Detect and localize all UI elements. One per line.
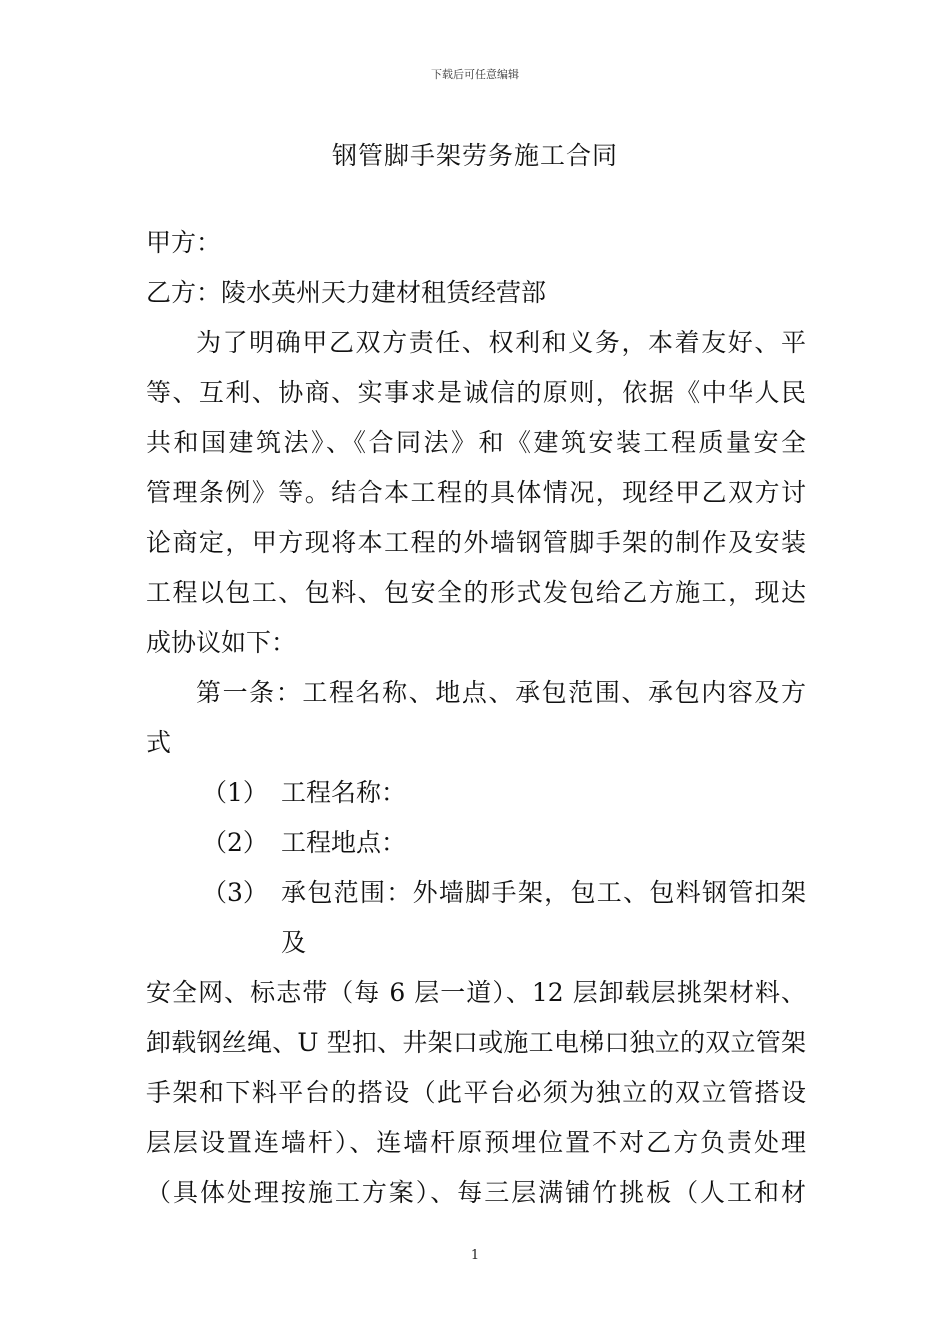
list-item [146, 818, 806, 868]
article-heading: 式 [146, 728, 172, 757]
list-item [146, 768, 806, 818]
intro-line: 工程以包工、包料、包安全的形式发包给乙方施工，现达 [146, 578, 806, 607]
intro-line: 共和国建筑法》、《合同法》和《建筑安装工程质量安全 [146, 428, 806, 457]
intro-line: 为了明确甲乙双方责任、权利和义务，本着友好、平 [196, 328, 806, 357]
scope-line: 卸载钢丝绳、U 型扣、井架口或施工电梯口独立的双立管架 [146, 1028, 806, 1057]
list-item-number: （3） [202, 878, 268, 907]
list-item [146, 868, 806, 918]
list-item-number: （1） [202, 778, 268, 807]
scope-line: 手架和下料平台的搭设（此平台必须为独立的双立管搭设 [146, 1078, 806, 1107]
document-title: 钢管脚手架劳务施工合同 [331, 141, 618, 170]
party-b-line: 乙方：陵水英州天力建材租赁经营部 [146, 278, 547, 307]
list-item-number: （2） [202, 828, 268, 857]
document-body [146, 218, 806, 1218]
scope-line: 安全网、标志带（每 6 层一道）、12 层卸载层挑架材料、 [146, 978, 806, 1007]
header-note: 下载后可任意编辑 [431, 68, 519, 81]
article-heading: 第一条：工程名称、地点、承包范围、承包内容及方 [196, 678, 806, 707]
party-a-line: 甲方： [146, 228, 222, 257]
intro-line: 等、互利、协商、实事求是诚信的原则，依据《中华人民 [146, 378, 806, 407]
intro-line: 管理条例》等。结合本工程的具体情况，现经甲乙双方讨 [146, 478, 806, 507]
list-item-continuation: 及 [281, 928, 307, 957]
intro-line: 成协议如下： [146, 628, 297, 657]
page-number: 1 [470, 1248, 480, 1263]
list-item-text: 工程地点： [281, 828, 407, 857]
intro-line: 论商定，甲方现将本工程的外墙钢管脚手架的制作及安装 [146, 528, 806, 557]
scope-line: 层层设置连墙杆）、连墙杆原预埋位置不对乙方负责处理 [146, 1128, 806, 1157]
list-item-text: 承包范围：外墙脚手架，包工、包料钢管扣架 [281, 878, 806, 907]
list-item-text: 工程名称： [281, 778, 407, 807]
scope-line: （具体处理按施工方案）、每三层满铺竹挑板（人工和材 [146, 1178, 806, 1207]
